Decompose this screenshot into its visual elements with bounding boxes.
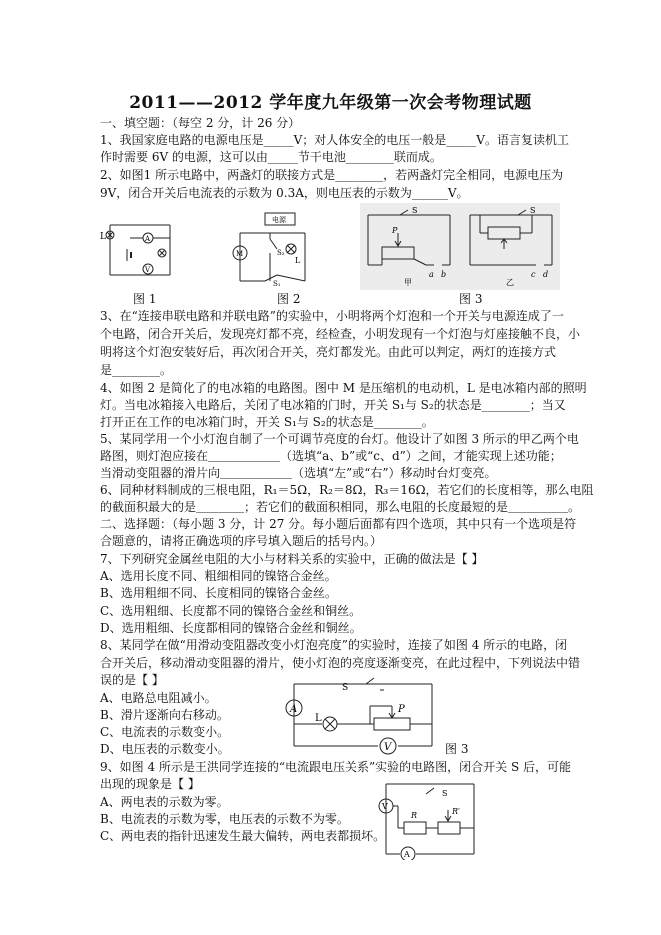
fig5-rheostat-label: R′ (452, 807, 460, 816)
fig3a-slider-label: P (392, 226, 398, 235)
text-line: 6、同种材料制成的三根电阻，R₁＝5Ω，R₂＝8Ω，R₃＝16Ω，若它们的长度相等，那么电阻 (100, 483, 594, 497)
fig4-switch-label: S (342, 683, 349, 693)
text-line: 的截面积最大的是＿＿＿＿；若它们的截面积相同，那么电阻的长度最短的是＿＿＿＿＿。 (100, 500, 581, 514)
text-line: 9V，闭合开关后电流表的示数为 0.3A，则电压表的示数为______V。 (100, 186, 469, 200)
fig3a-switch-label: S (412, 206, 418, 215)
option-line: A、电路总电阻减小。 (100, 691, 217, 705)
fig2-s1-label: S₁ (273, 280, 281, 287)
text-line: 合题意的，请将正确选项的序号填入题后的括号内。） (100, 534, 383, 548)
option-line: A、两电表的示数为零。 (100, 795, 229, 809)
fig3b-c-label: c (531, 270, 536, 279)
fig3a-name: 甲 (404, 278, 412, 287)
figure-3-circuits (360, 203, 560, 290)
fig5-ammeter-label: A (404, 850, 410, 859)
text-line: 作时需要 6V 的电源，这可以由_____节干电池________联而成。 (100, 150, 442, 164)
option-line: D、选用粗细、长度都相同的镍铬合金丝和铜丝。 (100, 621, 362, 635)
option-line: B、滑片逐渐向右移动。 (100, 708, 229, 722)
option-line: B、电流表的示数为零，电压表的示数不为零。 (100, 812, 349, 826)
fig2-s2-label: S₂ (277, 249, 285, 257)
figure-1-circuit (100, 213, 180, 288)
section-choice-heading: 二、选择题：（每小题 3 分，计 27 分。每小题后面都有四个选项，其中只有一个选项是符 (100, 517, 577, 531)
section-fill-in-heading: 一、填空题：（每空 2 分，计 26 分） (100, 116, 301, 130)
fig3a-a-label: a (429, 270, 434, 279)
figure-2-circuit (225, 205, 315, 287)
text-line: 个电路，闭合开关后，发现亮灯都不亮，经检查，小明发现有一个灯泡与灯座接触不良，小 (100, 327, 581, 341)
text-line: 灯。当电冰箱接入电路后，关闭了电冰箱的门时，开关 S₁与 S₂的状态是________；当又 (100, 398, 566, 412)
figure-4-circuit (282, 672, 442, 756)
fig2-power-label: 电源 (272, 216, 286, 224)
text-line: 7、下列研究金属丝电阻的大小与材料关系的实验中，正确的做法是【 】 (100, 552, 484, 566)
text-line: 误的是【 】 (100, 673, 164, 687)
option-line: B、选用粗细不同、长度相同的镍铬合金丝。 (100, 586, 337, 600)
figure-3-caption: 图 3 (459, 292, 483, 306)
fig5-resistor-label: R (411, 811, 418, 820)
text-line: 5、某同学用一个小灯泡自制了一个可调节亮度的台灯。他设计了如图 3 所示的甲乙两个电 (100, 432, 579, 446)
text-line: 是________。 (100, 363, 173, 377)
figure-5-circuit (378, 778, 482, 860)
fig3b-switch-label: S (530, 206, 536, 215)
fig5-voltmeter-label: V (382, 802, 388, 811)
fig3b-name: 乙 (506, 278, 514, 287)
option-line: A、选用长度不同、粗细相同的镍铬合金丝。 (100, 569, 337, 583)
fig2-motor-label: M (236, 250, 244, 258)
option-line: D、电压表的示数变小。 (100, 742, 230, 756)
text-line: 路图，则灯泡应接在＿＿＿＿＿＿（选填“a、b”或“c、d”）之间，才能实现上述功能； (100, 449, 562, 463)
fig4-lamp-label: L (315, 713, 322, 724)
page-title: 2011——2012 学年度九年级第一次会考物理试题 (129, 93, 532, 113)
fig3b-d-label: d (543, 270, 549, 279)
fig3a-b-label: b (441, 270, 447, 279)
fig1-ammeter-label: A (145, 235, 151, 243)
figure-4-caption: 图 3 (445, 742, 469, 756)
fig4-slider-label: P (398, 704, 405, 715)
text-line: 4、如图 2 是简化了的电冰箱的电路图。图中 M 是压缩机的电动机，L 是电冰箱内部的照明 (100, 381, 587, 395)
fig4-ammeter-label: A (290, 704, 298, 715)
text-line: 1、我国家庭电路的电源电压是_____V；对人体安全的电压一般是_____V。语言复读机工 (100, 133, 569, 147)
option-line: C、两电表的指针迅速发生最大偏转，两电表都损坏。 (100, 829, 386, 843)
text-line: 3、在“连接串联电路和并联电路”的实验中，小明将两个灯泡和一个开关与电源连成了一 (100, 309, 564, 323)
figure-2-caption: 图 2 (277, 292, 301, 306)
fig1-voltmeter-label: V (145, 266, 151, 274)
option-line: C、选用粗细、长度都不同的镍铬合金丝和铜丝。 (100, 604, 362, 618)
fig4-voltmeter-label: V (384, 742, 392, 753)
figure-1-caption: 图 1 (133, 292, 157, 306)
text-line: 打开正在工作的电冰箱门时，开关 S₁与 S₂的状态是________。 (100, 415, 434, 429)
text-line: 8、某同学在做“用滑动变阻器改变小灯泡亮度”的实验时，连接了如图 4 所示的电路，闭 (100, 638, 568, 652)
text-line: 2、如图1 所示电路中，两盏灯的联接方式是________，若两盏灯完全相同，电源电压为 (100, 168, 564, 182)
fig2-lamp-label: L (295, 256, 301, 265)
text-line: 出现的现象是【 】 (100, 777, 200, 791)
text-line: 当滑动变阻器的滑片向＿＿＿＿＿＿（选填“左”或“右”）移动时台灯变亮。 (100, 466, 497, 480)
text-line: 9、如图 4 所示是王洪同学连接的“电流跟电压关系”实验的电路图，闭合开关 S 后，可能 (100, 760, 572, 774)
fig5-switch-label: S (442, 789, 448, 798)
text-line: 合开关后，移动滑动变阻器的滑片，使小灯泡的亮度逐渐变亮，在此过程中，下列说法中错 (100, 656, 581, 670)
option-line: C、电流表的示数变小。 (100, 725, 230, 739)
text-line: 明将这个灯泡安装好后，再次闭合开关，亮灯都发光。由此可以判定，两灯的连接方式 (100, 345, 557, 359)
fig1-lamp-label: L (100, 232, 106, 242)
